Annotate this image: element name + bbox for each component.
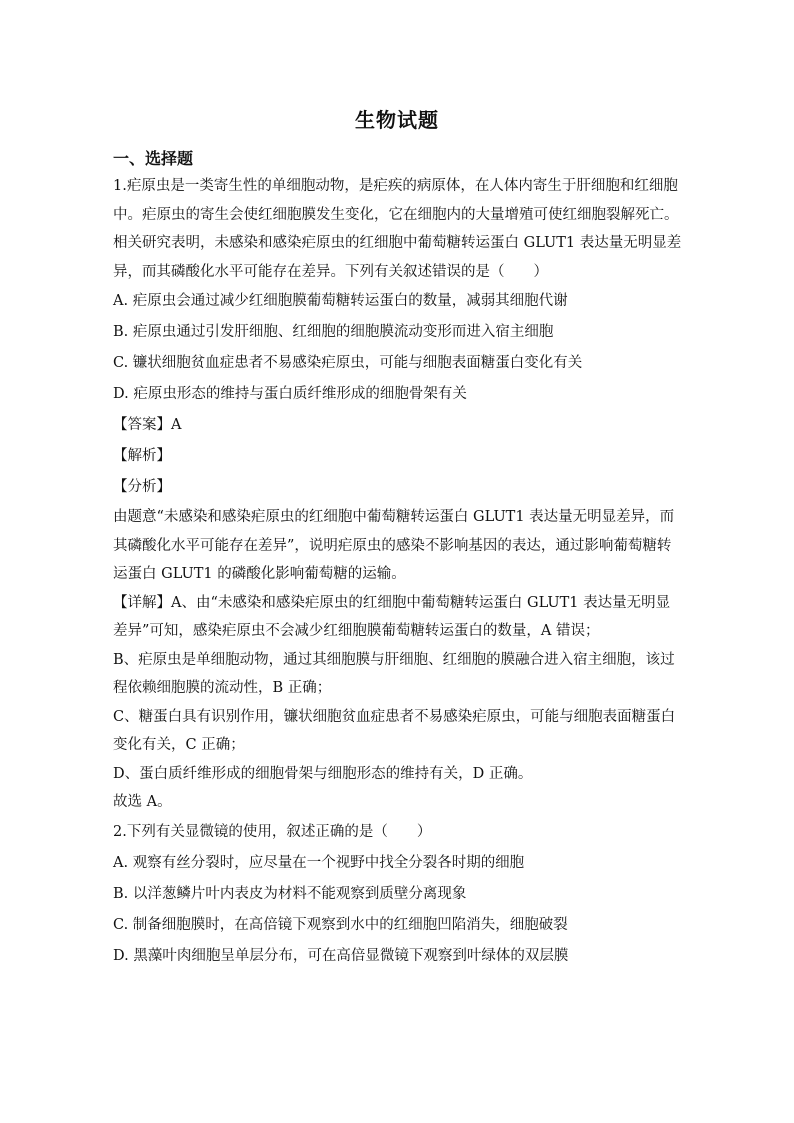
question-1-stem: 1.疟原虫是一类寄生性的单细胞动物，是疟疾的病原体，在人体内寄生于肝细胞和红细胞中。疟原虫的寄生会使红细胞膜发生变化，它在细胞内的大量增殖可使红细胞裂解死亡。相关研究表明，未感染和感染疟原虫的红细胞中葡萄糖转运蛋白 GLUT1 表达量无明显差异，而其磷酸化水平可能存在差异。下列有关叙述错误的是（ ）: [113, 178, 682, 280]
detail-a-text: A、由“未感染和感染疟原虫的红细胞中葡萄糖转运蛋白 GLUT1 表达量无明显差异”可知，感染疟原虫不会减少红细胞膜葡萄糖转运蛋白的数量，A 错误；: [113, 594, 671, 639]
detail-d: D、蛋白质纤维形成的细胞骨架与细胞形态的维持有关，D 正确。: [113, 765, 533, 782]
analysis-tag: 【解析】: [113, 448, 171, 464]
question-2-option-c: C. 制备细胞膜时，在高倍镜下观察到水中的红细胞凹陷消失，细胞破裂: [113, 916, 568, 933]
question-1-option-c: C. 镰状细胞贫血症患者不易感染疟原虫，可能与细胞表面糖蛋白变化有关: [113, 355, 583, 371]
question-1-option-a: A. 疟原虫会通过减少红细胞膜葡萄糖转运蛋白的数量，减弱其细胞代谢: [113, 293, 568, 309]
detail-c: C、糖蛋白具有识别作用，镰状细胞贫血症患者不易感染疟原虫，可能与细胞表面糖蛋白变化有关，C 正确；: [113, 708, 676, 753]
question-2-stem: 2.下列有关显微镜的使用，叙述正确的是（ ）: [113, 823, 432, 840]
conclusion: 故选 A。: [113, 794, 172, 810]
document-body: [113, 172, 683, 972]
detail-a: [113, 589, 683, 646]
question-1-option-d: D. 疟原虫形态的维持与蛋白质纤维形成的细胞骨架有关: [113, 386, 467, 402]
detail-tag: 【详解】: [113, 594, 171, 611]
fenxi-tag: 【分析】: [113, 479, 171, 495]
answer-line: [113, 410, 683, 441]
question-2-option-b: B. 以洋葱鳞片叶内表皮为材料不能观察到质壁分离现象: [113, 885, 467, 902]
question-1-option-b: B. 疟原虫通过引发肝细胞、红细胞的细胞膜流动变形而进入宿主细胞: [113, 324, 554, 340]
section-heading: 一、选择题: [113, 149, 194, 168]
detail-b: B、疟原虫是单细胞动物，通过其细胞膜与肝细胞、红细胞的膜融合进入宿主细胞，该过程依赖细胞膜的流动性，B 正确；: [113, 651, 675, 696]
question-2-option-a: A. 观察有丝分裂时，应尽量在一个视野中找全分裂各时期的细胞: [113, 854, 525, 871]
question-2-option-d: D. 黑藻叶肉细胞呈单层分布，可在高倍显微镜下观察到叶绿体的双层膜: [113, 947, 569, 964]
answer-value: A: [171, 417, 182, 433]
answer-tag: 【答案】: [113, 417, 171, 433]
fenxi-text: 由题意“未感染和感染疟原虫的红细胞中葡萄糖转运蛋白 GLUT1 表达量无明显差异，而其磷酸化水平可能存在差异”，说明疟原虫的感染不影响基因的表达，通过影响葡萄糖转运蛋白 GLUT1 的磷酸化影响葡萄糖的运输。: [113, 509, 675, 582]
page-title: 生物试题: [355, 108, 439, 132]
